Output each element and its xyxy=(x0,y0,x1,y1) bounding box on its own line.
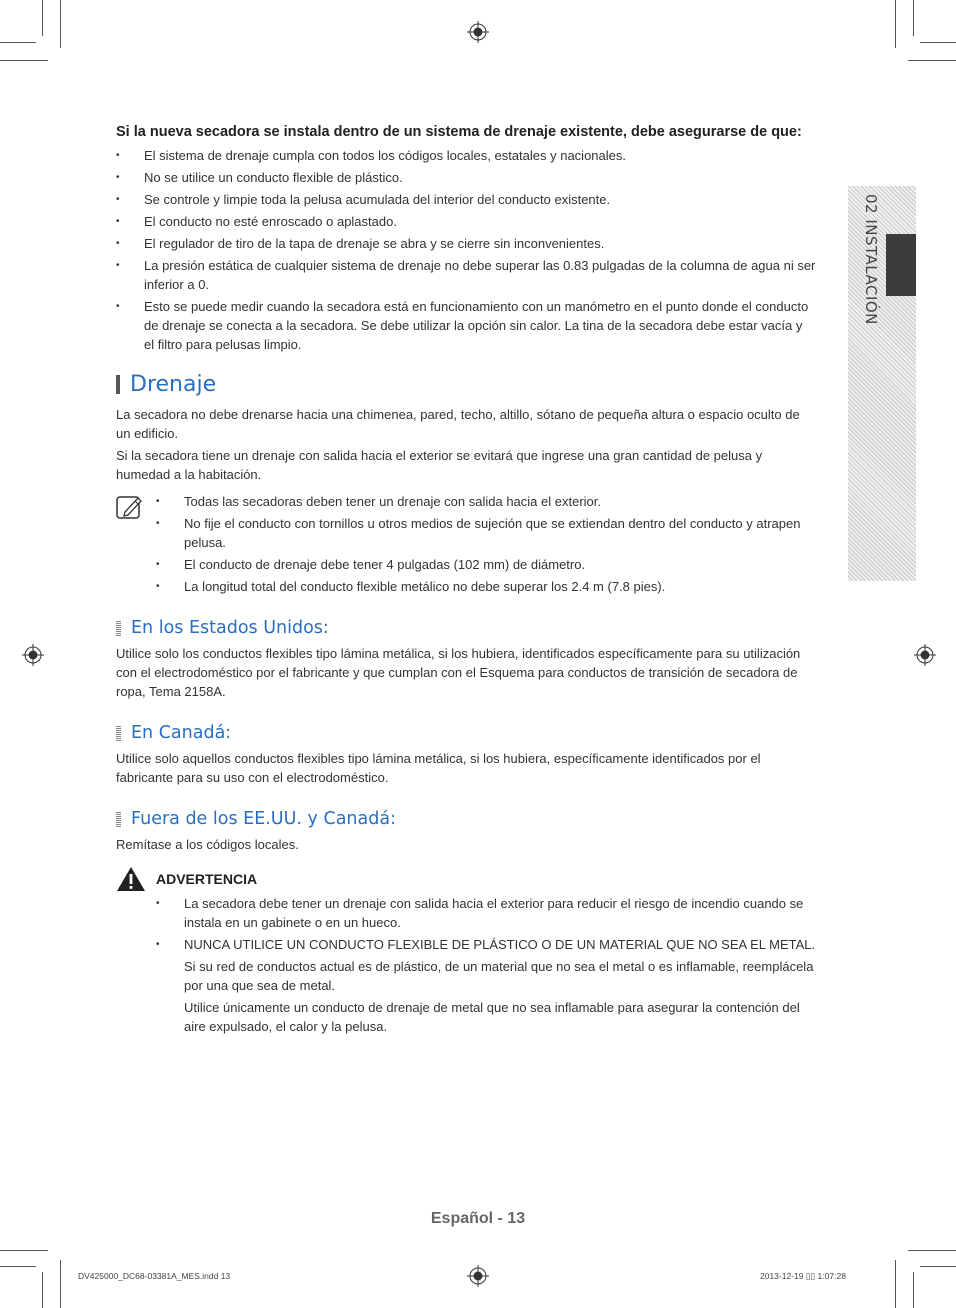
crop-mark xyxy=(42,0,43,36)
crop-mark xyxy=(908,1250,956,1251)
paragraph: Remítase a los códigos locales. xyxy=(116,837,299,852)
subsection-title-usa xyxy=(116,618,816,638)
warning-bullet-list xyxy=(156,894,816,954)
intro-heading: Si la nueva secadora se instala dentro de un sistema de drenaje existente, debe asegurarse de que: xyxy=(116,124,802,140)
list-item: • Todas las secadoras deben tener un drenaje con salida hacia el exterior. xyxy=(156,492,816,511)
registration-mark-icon xyxy=(467,21,489,43)
crop-mark xyxy=(42,1272,43,1308)
crop-mark xyxy=(895,0,896,48)
list-item: • No fije el conducto con tornillos u otros medios de sujeción que se extiendan dentro del conducto y atrapen pelusa. xyxy=(156,514,816,552)
list-item: • No se utilice un conducto flexible de plástico. xyxy=(116,168,816,187)
subsection-bar xyxy=(116,812,121,827)
crop-mark xyxy=(0,42,36,43)
crop-mark xyxy=(913,1272,914,1308)
note-pencil-icon xyxy=(116,494,144,520)
warning-continuation: Si su red de conductos actual es de plástico, de un material que no sea el metal o es inflamable, reemplácela por una que sea de metal. xyxy=(184,959,814,993)
crop-mark xyxy=(60,1260,61,1308)
list-item: • La longitud total del conducto flexible metálico no debe superar los 2.4 m (7.8 pies). xyxy=(156,577,816,596)
paragraph: Utilice solo aquellos conductos flexibles tipo lámina metálica, si los hubiera, específicamente identificados por el fabricante para su uso con el electrodoméstico. xyxy=(116,751,761,785)
subsection-title-text: En Canadá: xyxy=(131,723,232,743)
warning-body xyxy=(116,894,816,1036)
paragraph: Utilice solo los conductos flexibles tipo lámina metálica, si los hubiera, identificados específicamente para su utilización con el electrodoméstico por el fabricante y que cumplan con el Esquema para conductos de transición de secadora de ropa, Tema 2158A. xyxy=(116,646,801,699)
note-bullet-list xyxy=(156,492,816,596)
paragraph: Si la secadora tiene un drenaje con salida hacia el exterior se evitará que ingrese una gran cantidad de pelusa y humedad a la habitación. xyxy=(116,448,763,482)
chapter-side-tab xyxy=(848,186,916,581)
list-item: • La secadora debe tener un drenaje con salida hacia el exterior para reducir el riesgo de incendio cuando se instala en un gabinete o en un hueco. xyxy=(156,894,816,932)
crop-mark xyxy=(908,60,956,61)
paragraph: La secadora no debe drenarse hacia una chimenea, pared, techo, altillo, sótano de pequeña altura o espacio oculto de un edificio. xyxy=(116,407,800,441)
section-title-text: Drenaje xyxy=(130,372,217,397)
list-item: • La presión estática de cualquier sistema de drenaje no debe superar las 0.83 pulgadas de la columna de agua ni ser inferior a 0. xyxy=(116,256,816,294)
warning-title: ADVERTENCIA xyxy=(156,871,258,887)
subsection-title-text: En los Estados Unidos: xyxy=(131,618,329,638)
list-item: • Esto se puede medir cuando la secadora está en funcionamiento con un manómetro en el punto donde el conducto de drenaje se conecta a la secadora. Se debe utilizar la opción sin calor. La tina de la secadora debe estar vacía y el filtro para pelusas limpio. xyxy=(116,297,816,354)
list-item: • NUNCA UTILICE UN CONDUCTO FLEXIBLE DE PLÁSTICO O DE UN MATERIAL QUE NO SEA EL METAL. xyxy=(156,935,816,954)
print-slug-filename: DV425000_DC68-03381A_MES.indd 13 xyxy=(78,1271,231,1281)
warning-header xyxy=(116,866,816,892)
section-title-drenaje xyxy=(116,372,816,397)
list-item: • Se controle y limpie toda la pelusa acumulada del interior del conducto existente. xyxy=(116,190,816,209)
crop-mark xyxy=(60,0,61,48)
subsection-title-text: Fuera de los EE.UU. y Canadá: xyxy=(131,809,396,829)
section-bar xyxy=(116,375,120,394)
crop-mark xyxy=(0,1250,48,1251)
crop-mark xyxy=(913,0,914,36)
registration-mark-icon xyxy=(467,1265,489,1287)
page-content xyxy=(116,124,816,1039)
intro-bullet-list xyxy=(116,146,816,354)
warning-continuation: Utilice únicamente un conducto de drenaje de metal que no sea inflamable para asegurar la contención del aire expulsado, el calor y la pelusa. xyxy=(184,1000,800,1034)
subsection-bar xyxy=(116,621,121,636)
crop-mark xyxy=(920,42,956,43)
subsection-bar xyxy=(116,726,121,741)
list-item: • El regulador de tiro de la tapa de drenaje se abra y se cierre sin inconvenientes. xyxy=(116,234,816,253)
list-item: • El conducto de drenaje debe tener 4 pulgadas (102 mm) de diámetro. xyxy=(156,555,816,574)
registration-mark-icon xyxy=(22,644,44,666)
chapter-tab-marker xyxy=(886,234,916,296)
print-slug-timestamp: 2013-12-19 ▯▯ 1:07:28 xyxy=(760,1271,846,1281)
crop-mark xyxy=(0,60,48,61)
subsection-title-canada xyxy=(116,723,816,743)
page-number: Español - 13 xyxy=(430,1210,526,1227)
crop-mark xyxy=(895,1260,896,1308)
crop-mark xyxy=(920,1266,956,1267)
warning-triangle-icon xyxy=(116,866,146,892)
list-item: • El sistema de drenaje cumpla con todos los códigos locales, estatales y nacionales. xyxy=(116,146,816,165)
note-block xyxy=(116,492,816,596)
list-item: • El conducto no esté enroscado o aplastado. xyxy=(116,212,816,231)
subsection-title-outside xyxy=(116,809,816,829)
crop-mark xyxy=(0,1266,36,1267)
registration-mark-icon xyxy=(914,644,936,666)
chapter-tab-label: 02 INSTALACIÓN xyxy=(862,194,880,325)
